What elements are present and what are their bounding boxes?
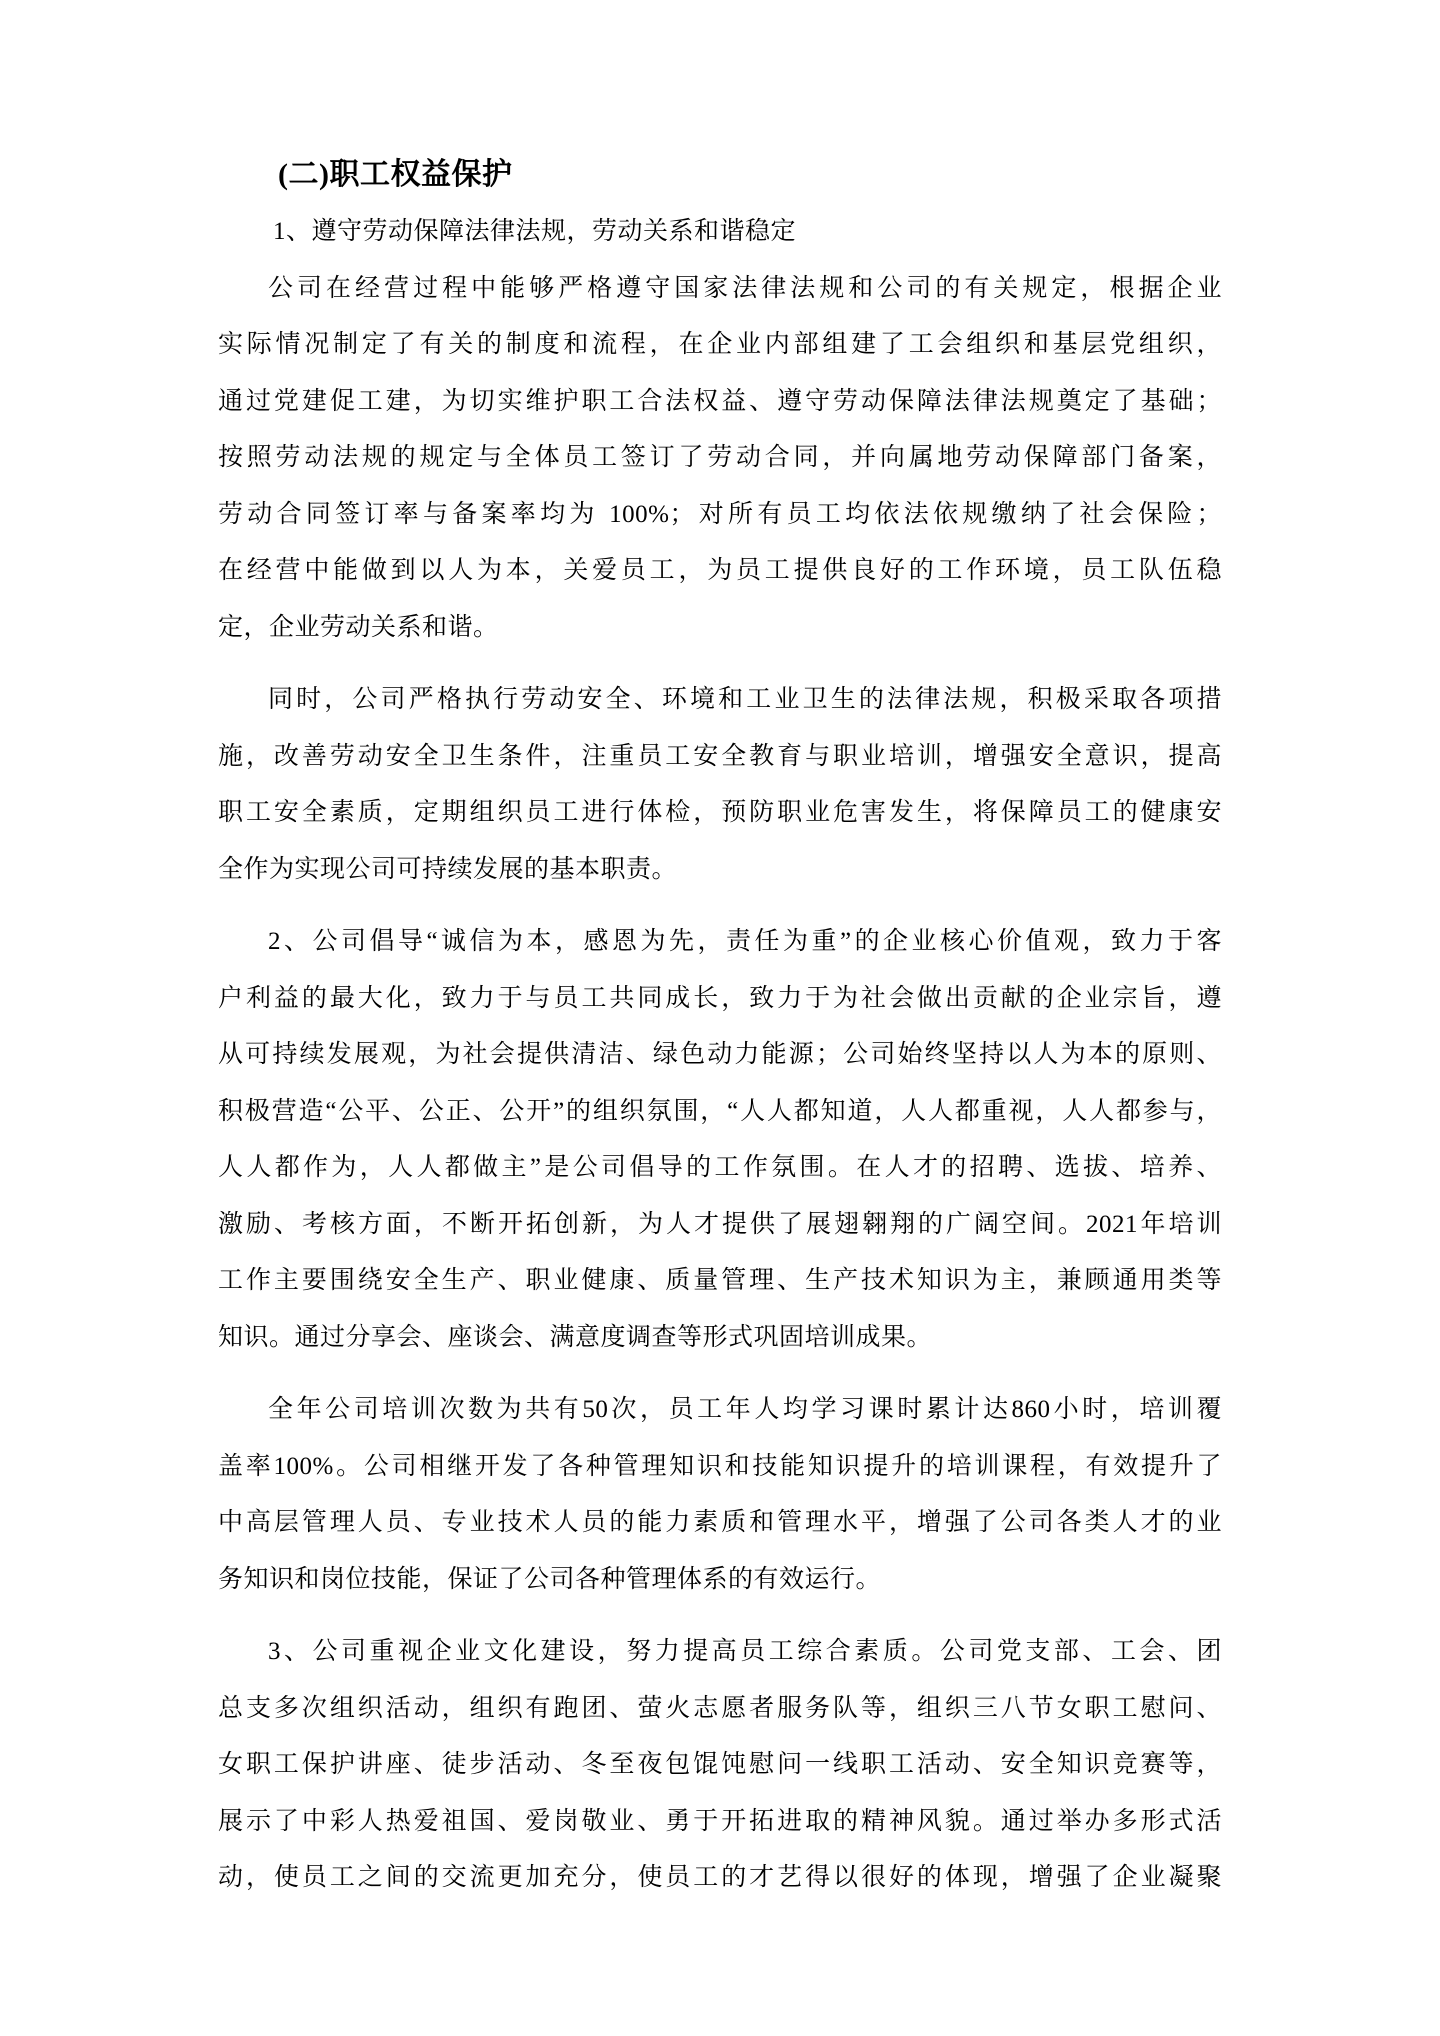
- paragraph-3-line: 工作主要围绕安全生产、职业健康、质量管理、生产技术知识为主，兼顾通用类等: [218, 1267, 1222, 1294]
- section-heading: (二)职工权益保护: [278, 158, 513, 191]
- paragraph-4-line: 全年公司培训次数为共有50次，员工年人均学习课时累计达860小时，培训覆: [268, 1396, 1222, 1423]
- paragraph-4-line: 中高层管理人员、专业技术人员的能力素质和管理水平，增强了公司各类人才的业: [218, 1509, 1222, 1536]
- paragraph-1-line: 实际情况制定了有关的制度和流程，在企业内部组建了工会组织和基层党组织，: [218, 331, 1222, 358]
- paragraph-3-line: 激励、考核方面，不断开拓创新，为人才提供了展翅翱翔的广阔空间。2021年培训: [218, 1210, 1222, 1238]
- paragraph-5-line: 女职工保护讲座、徒步活动、冬至夜包馄饨慰问一线职工活动、安全知识竞赛等，: [218, 1751, 1222, 1778]
- paragraph-1-line: 通过党建促工建，为切实维护职工合法权益、遵守劳动保障法律法规奠定了基础；: [218, 387, 1222, 415]
- paragraph-1-line: 在经营中能做到以人为本，关爱员工，为员工提供良好的工作环境，员工队伍稳: [218, 557, 1222, 584]
- subsection-title: 1、遵守劳动保障法律法规，劳动关系和谐稳定: [273, 218, 797, 245]
- paragraph-1-line: 劳动合同签订率与备案率均为 100%；对所有员工均依法依规缴纳了社会保险；: [218, 500, 1222, 528]
- subsection-title-block: [218, 204, 1222, 261]
- paragraph-1-line: 按照劳动法规的规定与全体员工签订了劳动合同，并向属地劳动保障部门备案，: [218, 444, 1222, 471]
- paragraph-4-line: 盖率100%。公司相继开发了各种管理知识和技能知识提升的培训课程，有效提升了: [218, 1452, 1222, 1480]
- paragraph-5-line: 总支多次组织活动，组织有跑团、萤火志愿者服务队等，组织三八节女职工慰问、: [218, 1694, 1222, 1722]
- paragraph-2-line: 施，改善劳动安全卫生条件，注重员工安全教育与职业培训，增强安全意识，提高: [218, 742, 1222, 770]
- paragraph-3-line: 人人都作为，人人都做主”是公司倡导的工作氛围。在人才的招聘、选拔、培养、: [218, 1154, 1222, 1181]
- paragraph-5-line: 3、公司重视企业文化建设，努力提高员工综合素质。公司党支部、工会、团: [268, 1638, 1222, 1665]
- paragraph-3-line: 户利益的最大化，致力于与员工共同成长，致力于为社会做出贡献的企业宗旨，遵: [218, 984, 1222, 1012]
- paragraph-2-line: 同时，公司严格执行劳动安全、环境和工业卫生的法律法规，积极采取各项措: [268, 686, 1222, 713]
- paragraph-3-line: 2、公司倡导“诚信为本，感恩为先，责任为重”的企业核心价值观，致力于客: [268, 928, 1222, 955]
- paragraph-1-line: 定，企业劳动关系和谐。: [218, 613, 499, 641]
- paragraph-1-line: 公司在经营过程中能够严格遵守国家法律法规和公司的有关规定，根据企业: [268, 274, 1222, 302]
- paragraph-3-line: 知识。通过分享会、座谈会、满意度调查等形式巩固培训成果。: [218, 1323, 933, 1351]
- paragraph-4-line: 务知识和岗位技能，保证了公司各种管理体系的有效运行。: [218, 1565, 882, 1593]
- paragraph-5-line: 展示了中彩人热爱祖国、爱岗敬业、勇于开拓进取的精神风貌。通过举办多形式活: [218, 1807, 1222, 1835]
- paragraph-2-line: 全作为实现公司可持续发展的基本职责。: [218, 855, 678, 883]
- paragraph-5-line: 动，使员工之间的交流更加充分，使员工的才艺得以很好的体现，增强了企业凝聚: [218, 1864, 1222, 1891]
- paragraph-3-line: 从可持续发展观，为社会提供清洁、绿色动力能源；公司始终坚持以人为本的原则、: [218, 1041, 1222, 1068]
- document-content: [218, 146, 1222, 1923]
- paragraph-2-line: 职工安全素质，定期组织员工进行体检，预防职业危害发生，将保障员工的健康安: [218, 799, 1222, 826]
- paragraph-3-line: 积极营造“公平、公正、公开”的组织氛围，“人人都知道，人人都重视，人人都参与，: [218, 1097, 1222, 1125]
